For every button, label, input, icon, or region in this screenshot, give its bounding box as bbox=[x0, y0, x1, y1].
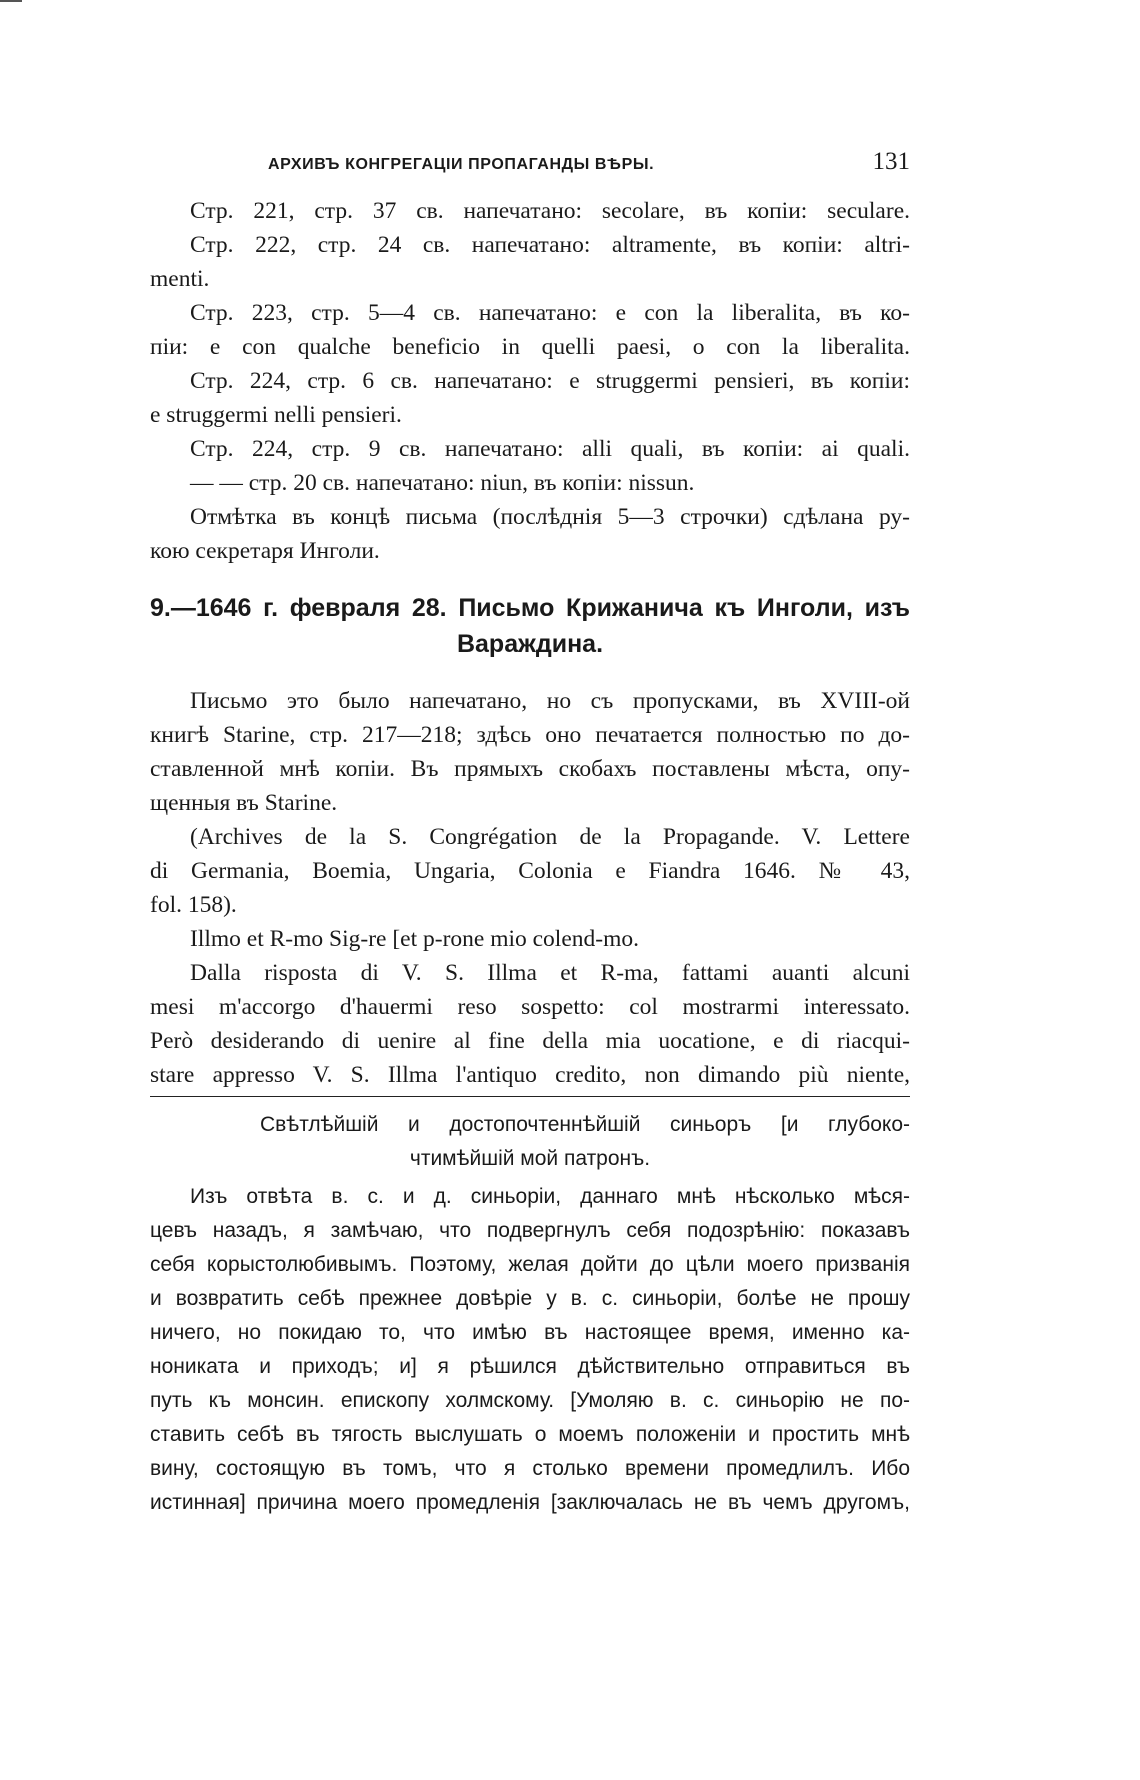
section-heading-line: 9.—1646 г. февраля 28. Письмо Крижанича къ Инголи, изъ bbox=[150, 594, 910, 622]
translation-line: себя корыстолюбивымъ. Поэтому, желая дойти до цѣли моего призванія bbox=[150, 1253, 910, 1276]
intro-line: книгѣ Starine, стр. 217—218; здѣсь оно печатается полностью по до- bbox=[150, 722, 910, 748]
salutation-line: чтимѣйшій мой патронъ. bbox=[409, 1147, 651, 1170]
translation-line: ставить себѣ въ тягость выслушать о моемъ положеніи и простить мнѣ bbox=[150, 1423, 910, 1446]
errata-line: кою секретаря Инголи. bbox=[150, 538, 380, 564]
latin-line: Dalla risposta di V. S. Illma et R-ma, fattami auanti alcuni bbox=[190, 960, 910, 986]
errata-line: піи: e con qualche beneficio in quelli paesi, o con la liberalita. bbox=[150, 334, 910, 360]
errata-line: Отмѣтка въ концѣ письма (послѣднія 5—3 строчки) сдѣлана ру- bbox=[190, 504, 910, 530]
intro-line: ставленной мнѣ копіи. Въ прямыхъ скобахъ поставлены мѣста, опу- bbox=[150, 756, 910, 782]
latin-line: stare appresso V. S. Illma l'antiquo credito, non dimando più niente, bbox=[150, 1062, 910, 1088]
latin-line: Però desiderando di uenire al fine della mia uocatione, e di riacqui- bbox=[150, 1028, 910, 1054]
intro-line: щенныя въ Starine. bbox=[150, 790, 338, 816]
translation-line: истинная] причина моего промедленія [заключалась не въ чемъ другомъ, bbox=[150, 1491, 910, 1514]
translation-line: Изъ отвѣта в. с. и д. синьоріи, даннаго мнѣ нѣсколько мѣся- bbox=[190, 1185, 910, 1208]
archive-line: (Archives de la S. Congrégation de la Propagande. V. Lettere bbox=[190, 824, 910, 850]
scan-edge-mark bbox=[0, 0, 22, 2]
intro-line: Письмо это было напечатано, но съ пропусками, въ XVIII-ой bbox=[190, 688, 910, 714]
latin-line: Illmo et R-mo Sig-re [et p-rone mio colend-mo. bbox=[190, 926, 640, 952]
errata-line: Стр. 223, стр. 5—4 св. напечатано: e con la liberalita, въ ко- bbox=[190, 300, 910, 326]
translation-line: вину, состоящую въ томъ, что я столько времени промедлилъ. Ибо bbox=[150, 1457, 910, 1480]
errata-line: — — стр. 20 св. напечатано: niun, въ копіи: nissun. bbox=[190, 470, 695, 496]
running-title: АРХИВЪ КОНГРЕГАЦІИ ПРОПАГАНДЫ ВѢРЫ. bbox=[268, 156, 655, 173]
section-heading-line: Вараждина. bbox=[456, 630, 604, 658]
errata-line: Стр. 224, стр. 9 св. напечатано: alli quali, въ копіи: ai quali. bbox=[190, 436, 910, 462]
translation-line: путь къ монсин. епископу холмскому. [Умоляю в. с. синьорію не по- bbox=[150, 1389, 910, 1412]
latin-line: mesi m'accorgo d'hauermi reso sospetto: col mostrarmi interessato. bbox=[150, 994, 910, 1020]
errata-line: Стр. 224, стр. 6 св. напечатано: e struggermi pensieri, въ копіи: bbox=[190, 368, 910, 394]
archive-line: fol. 158). bbox=[150, 892, 237, 918]
archive-line: di Germania, Boemia, Ungaria, Colonia e Fiandra 1646. № 43, bbox=[150, 858, 910, 884]
page-number: 131 bbox=[872, 148, 910, 175]
errata-line: Стр. 221, стр. 37 св. напечатано: secolare, въ копіи: seculare. bbox=[190, 198, 910, 224]
separator-rule bbox=[150, 1096, 910, 1097]
translation-line: и возвратить себѣ прежнее довѣріе у в. с. синьоріи, болѣе не прошу bbox=[150, 1287, 910, 1310]
translation-line: ничего, но покидаю то, что имѣю въ настоящее время, именно ка- bbox=[150, 1321, 910, 1344]
errata-line: Стр. 222, стр. 24 св. напечатано: altramente, въ копіи: altri- bbox=[190, 232, 910, 258]
running-header bbox=[150, 148, 910, 182]
errata-line: e struggermi nelli pensieri. bbox=[150, 402, 402, 428]
translation-line: нониката и приходъ; и] я рѣшился дѣйствительно отправиться въ bbox=[150, 1355, 910, 1378]
translation-line: цевъ назадъ, я замѣчаю, что подвергнулъ себя подозрѣнію: показавъ bbox=[150, 1219, 910, 1242]
salutation-line: Свѣтлѣйшій и достопочтеннѣйшій синьоръ [и глубоко- bbox=[260, 1113, 910, 1136]
errata-line: menti. bbox=[150, 266, 210, 292]
